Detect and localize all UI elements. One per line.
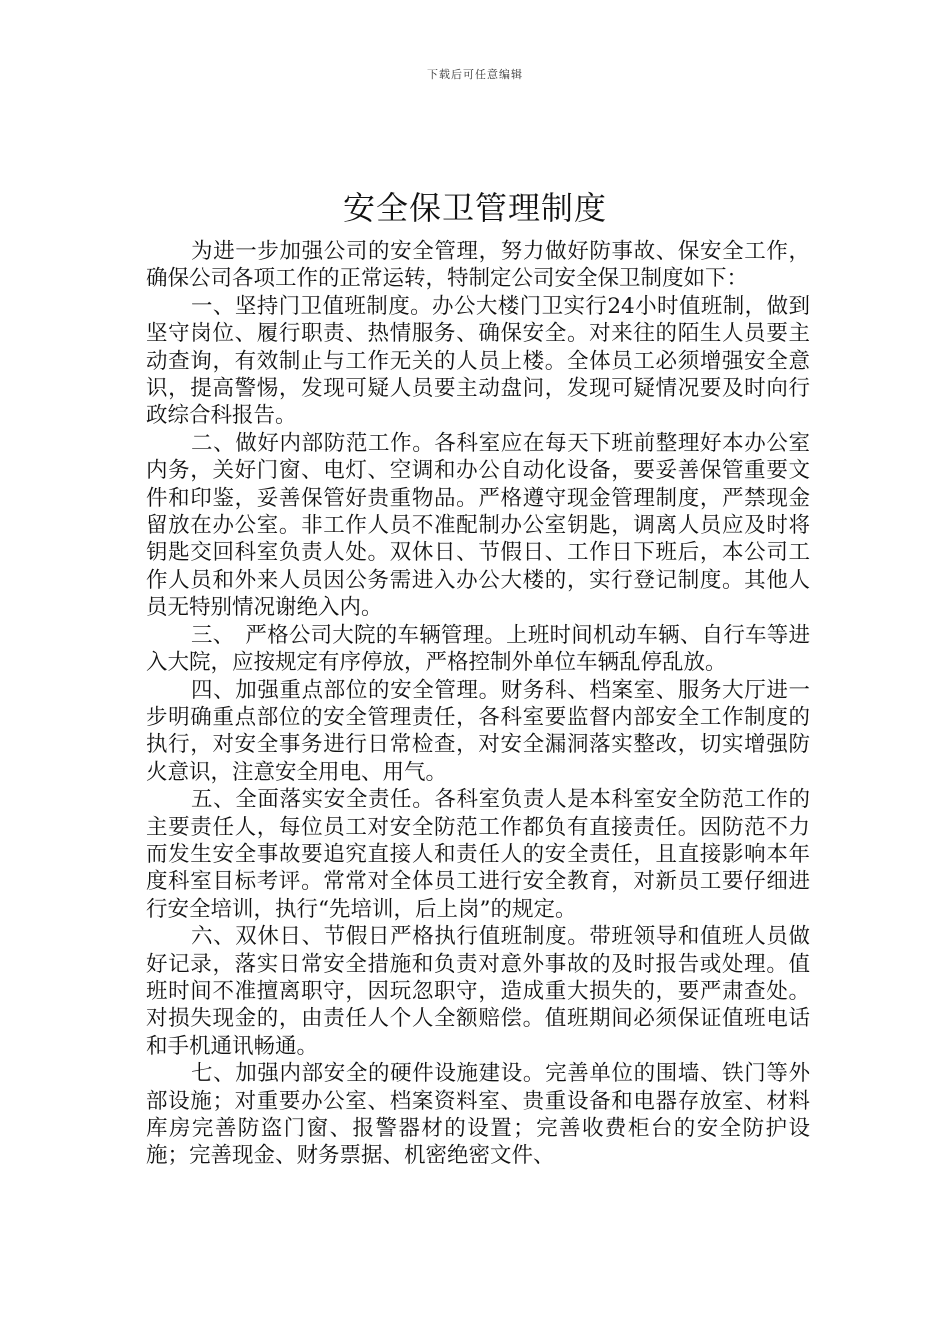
paragraph-6-holiday-duty: 六、双休日、节假日严格执行值班制度。带班领导和值班人员做好记录，落实日常安全措施和负责对意外事故的及时报告或处理。值班时间不准擅离职守，因玩忽职守，造成重大损失的，要严肃查处。对损失现金的，由责任人个人全额赔偿。值班期间必须保证值班电话和手机通讯畅通。 (146, 924, 810, 1059)
paragraph-1-gate-duty: 一、坚持门卫值班制度。办公大楼门卫实行24小时值班制，做到坚守岗位、履行职责、热情服务、确保安全。对来往的陌生人员要主动查询，有效制止与工作无关的人员上楼。全体员工必须增强安全意识，提高警惕，发现可疑人员要主动盘问，发现可疑情况要及时向行政综合科报告。 (146, 293, 810, 429)
document-title: 安全保卫管理制度 (342, 189, 607, 228)
paragraph-intro: 为进一步加强公司的安全管理，努力做好防事故、保安全工作，确保公司各项工作的正常运转，特制定公司安全保卫制度如下： (146, 239, 810, 292)
paragraph-4-key-areas: 四、加强重点部位的安全管理。财务科、档案室、服务大厅进一步明确重点部位的安全管理责任，各科室要监督内部安全工作制度的执行，对安全事务进行日常检查，对安全漏洞落实整改，切实增强防火意识，注意安全用电、用气。 (146, 677, 810, 785)
document-body (146, 238, 810, 1170)
header-note: 下载后可任意编辑 (427, 68, 523, 81)
paragraph-3-vehicle-management: 三、 严格公司大院的车辆管理。上班时间机动车辆、自行车等进入大院，应按规定有序停放，严格控制外单位车辆乱停乱放。 (146, 622, 810, 676)
paragraph-2-internal-prevention: 二、做好内部防范工作。各科室应在每天下班前整理好本办公室内务，关好门窗、电灯、空调和办公自动化设备，要妥善保管重要文件和印鉴，妥善保管好贵重物品。严格遵守现金管理制度，严禁现金留放在办公室。非工作人员不准配制办公室钥匙，调离人员应及时将钥匙交回科室负责人处。双休日、节假日、工作日下班后，本公司工作人员和外来人员因公务需进入办公大楼的，实行登记制度。其他人员无特别情况谢绝入内。 (146, 430, 810, 621)
paragraph-7-hardware: 七、加强内部安全的硬件设施建设。完善单位的围墙、铁门等外部设施；对重要办公室、档案资料室、贵重设备和电器存放室、材料库房完善防盗门窗、报警器材的设置；完善收费柜台的安全防护设施；完善现金、财务票据、机密绝密文件、 (146, 1061, 810, 1169)
paragraph-5-responsibility: 五、全面落实安全责任。各科室负责人是本科室安全防范工作的主要责任人，每位员工对安全防范工作都负有直接责任。因防范不力而发生安全事故要追究直接人和责任人的安全责任，且直接影响本年度科室目标考评。常常对全体员工进行安全教育，对新员工要仔细进行安全培训，执行“先培训，后上岗”的规定。 (146, 787, 810, 922)
